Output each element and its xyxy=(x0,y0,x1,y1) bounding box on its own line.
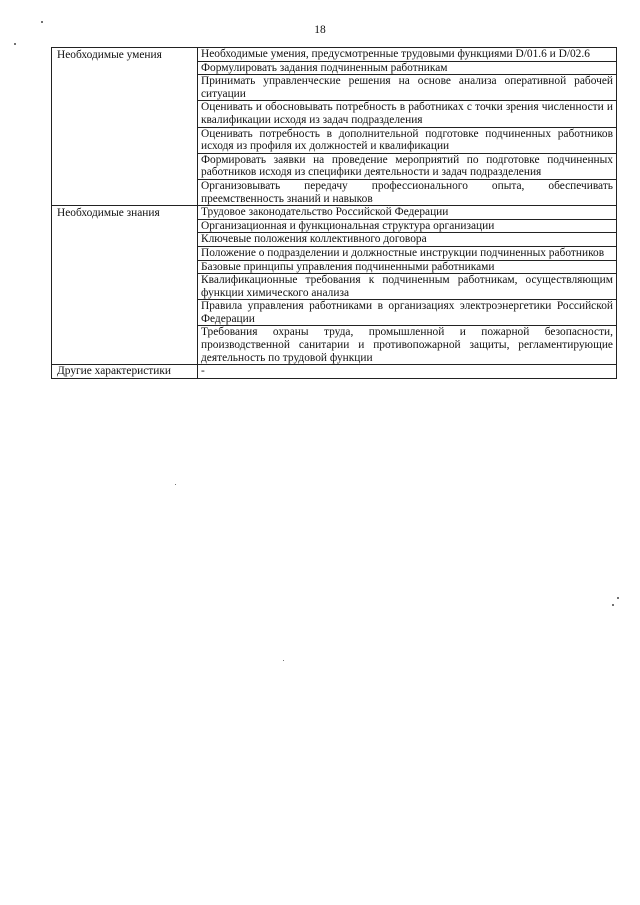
scan-speck xyxy=(612,604,614,606)
table-cell: Квалификационные требования к подчиненным работникам, осуществляющим функции химического анализа xyxy=(198,274,617,300)
scan-speck xyxy=(283,660,284,661)
table-cell: Положение о подразделении и должностные инструкции подчиненных работников xyxy=(198,246,617,260)
table-cell: Принимать управленческие решения на основе анализа оперативной рабочей ситуации xyxy=(198,75,617,101)
scan-speck xyxy=(14,43,16,45)
table-row xyxy=(52,365,617,379)
section-label-other: Другие характеристики xyxy=(52,365,198,379)
table-row xyxy=(52,48,617,62)
table-cell: Ключевые положения коллективного договора xyxy=(198,233,617,247)
table-cell: Организационная и функциональная структура организации xyxy=(198,219,617,233)
table-cell: Формулировать задания подчиненным работникам xyxy=(198,61,617,75)
table-cell: Оценивать потребность в дополнительной подготовке подчиненных работников исходя из профиля их должностей и квалификации xyxy=(198,127,617,153)
scan-speck xyxy=(175,484,176,485)
scan-speck xyxy=(41,21,43,23)
table-cell: Организовывать передачу профессионального опыта, обеспечивать преемственность знаний и навыков xyxy=(198,179,617,205)
section-label-skills: Необходимые умения xyxy=(52,48,198,206)
table-cell: Требования охраны труда, промышленной и пожарной безопасности, производственной санитарии и противопожарной защиты, регламентирующие деятельность по трудовой функции xyxy=(198,326,617,365)
page-number: 18 xyxy=(314,24,326,36)
table-cell: Правила управления работниками в организациях электроэнергетики Российской Федерации xyxy=(198,300,617,326)
requirements-table xyxy=(51,47,617,379)
table-cell: - xyxy=(198,365,617,379)
scan-speck xyxy=(617,597,619,599)
table-row xyxy=(52,206,617,220)
table-cell: Оценивать и обосновывать потребность в работниках с точки зрения численности и квалификации исходя из задач подразделения xyxy=(198,101,617,127)
table-cell: Формировать заявки на проведение мероприятий по подготовке подчиненных работников исходя из специфики деятельности и задач подразделения xyxy=(198,153,617,179)
table-cell: Базовые принципы управления подчиненными работниками xyxy=(198,260,617,274)
section-label-knowledge: Необходимые знания xyxy=(52,206,198,365)
table-cell: Необходимые умения, предусмотренные трудовыми функциями D/01.6 и D/02.6 xyxy=(198,48,617,62)
table-cell: Трудовое законодательство Российской Федерации xyxy=(198,206,617,220)
